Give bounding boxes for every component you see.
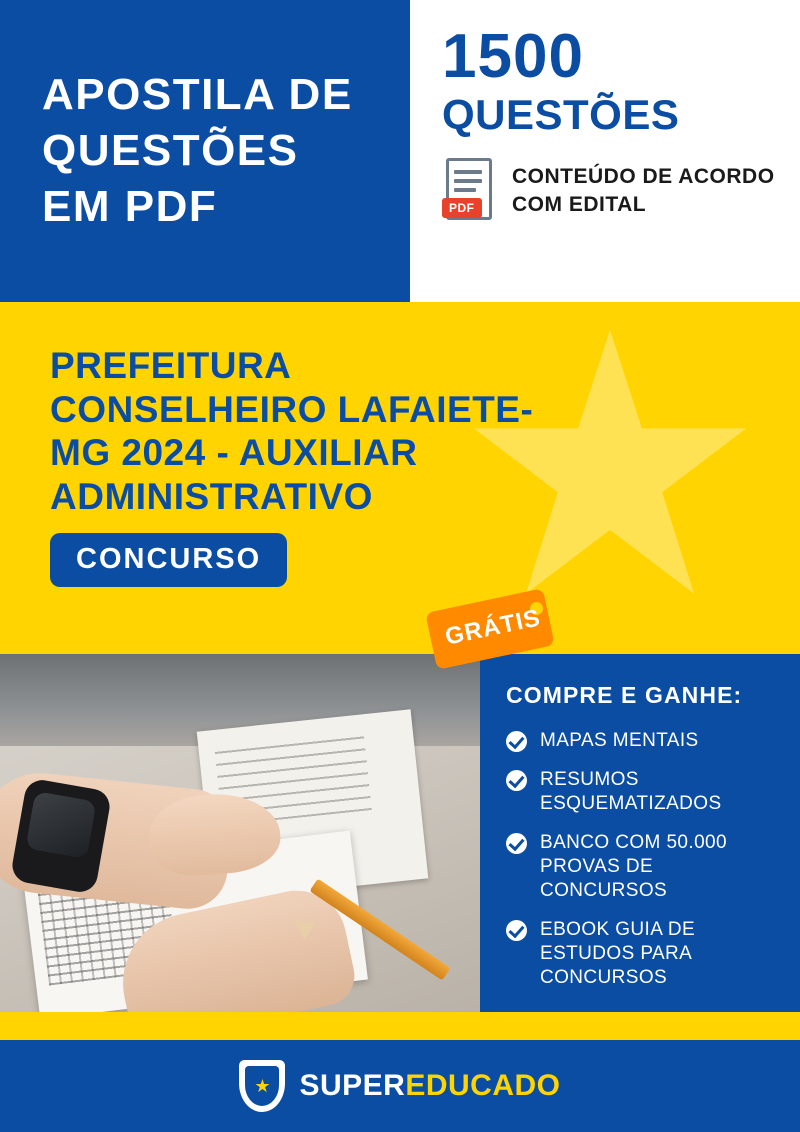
edital-text: CONTEÚDO DE ACORDO COM EDITAL [512,164,775,217]
header-title-block [0,0,410,302]
footer-accent-strip [0,1012,800,1040]
pdf-badge-label: PDF [442,198,482,218]
brand-logo [299,1069,560,1103]
edital-row [442,158,780,224]
question-count-label: QUESTÕES [442,91,680,138]
check-icon [506,920,527,941]
bonus-item-label: BANCO COM 50.000 PROVAS DE CONCURSOS [540,831,727,901]
shield-logo-icon: ★ [239,1060,285,1112]
bonus-item-label: MAPAS MENTAIS [540,730,699,751]
check-icon [506,833,527,854]
list-item [506,768,782,816]
header-info-block [410,0,800,302]
free-badge-label: GRÁTIS [442,604,543,651]
footer-bar [0,1040,800,1132]
brand-name-second: EDUCADO [405,1069,561,1102]
bonus-panel [480,654,800,1012]
bonus-item-label: RESUMOS ESQUEMATIZADOS [540,768,722,814]
bonus-item-label: EBOOK GUIA DE ESTUDOS PARA CONCURSOS [540,918,696,988]
list-item [506,831,782,903]
course-title-band [0,302,800,654]
header-title-line-3: EM PDF [42,182,218,232]
concurso-tag: CONCURSO [50,533,287,587]
check-icon [506,731,527,752]
list-item [506,918,782,990]
pdf-file-icon [442,158,496,224]
check-icon [506,770,527,791]
header-bar [0,0,800,302]
bonus-panel-heading: COMPRE E GANHE: [506,682,743,708]
list-item [506,729,782,753]
page-title: PREFEITURA CONSELHEIRO LAFAIETE-MG 2024 - AUXILIAR ADMINISTRATIVO [50,345,534,517]
brand-name-first: SUPER [299,1069,406,1102]
header-title-line-2: QUESTÕES [42,125,299,175]
header-title-line-1: APOSTILA DE [42,69,353,119]
question-count: 1500 [442,22,584,91]
study-photo [0,654,480,1012]
free-badge [430,592,558,666]
